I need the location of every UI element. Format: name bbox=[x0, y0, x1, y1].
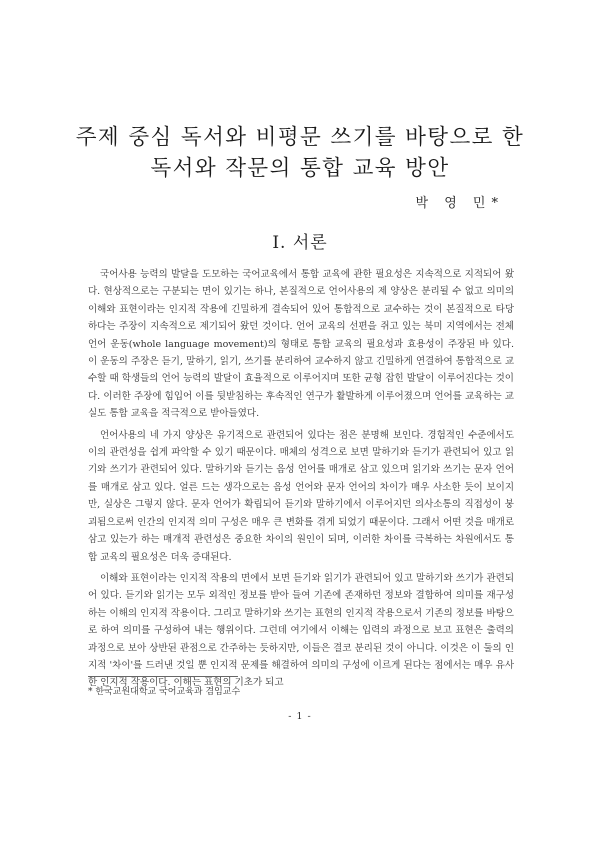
title-line-2: 독서와 작문의 통합 교육 방안 bbox=[150, 156, 450, 181]
page-number: - 1 - bbox=[288, 711, 312, 722]
body-text bbox=[88, 266, 514, 696]
title-line-1: 주제 중심 독서와 비평문 쓰기를 바탕으로 한 bbox=[75, 125, 525, 150]
footnote: * 한국교원대학교 국어교육과 겸임교수 bbox=[88, 687, 241, 697]
paragraph-1: 국어사용 능력의 발달을 도모하는 국어교육에서 통합 교육에 관한 필요성은 지속적으로 지적되어 왔다. 현상적으로는 구분되는 면이 있기는 하나, 본질적으로 언어사용의 제 양상은 분리될 수 없고 의미의 이해와 표현이라는 인지적 작용에 긴밀하게 결속되어 있어 통합적으로 교수하는 것이 본질적으로 타당하다는 주장이 지속적으로 제기되어 왔던 것이다. 언어 교육의 선편을 쥐고 있는 북미 지역에서는 전체 언어 운동(whole language movement)의 형태로 통합 교육의 필요성과 효용성이 주장된 바 있다. 이 운동의 주장은 듣기, 말하기, 읽기, 쓰기를 분리하여 교수하지 않고 긴밀하게 연결하여 통합적으로 교수할 때 학생들의 언어 능력의 발달이 효율적으로 이루어지며 또한 균형 잡힌 발달이 이루어진다는 것이다. 이러한 주장에 힘입어 이를 뒷받침하는 후속적인 연구가 활발하게 이루어졌으며 언어를 교육하는 교실도 통합 교육을 적극적으로 받아들였다. bbox=[88, 269, 514, 420]
section-heading: I. 서론 bbox=[272, 233, 328, 253]
paragraph-3: 이해와 표현이라는 인지적 작용의 면에서 보면 듣기와 읽기가 관련되어 있고 말하기와 쓰기가 관련되어 있다. 듣기와 읽기는 모두 외적인 정보를 받아 들여 기존에 존재하던 정보와 결합하여 의미를 재구성하는 이해의 인지적 작용이다. 그리고 말하기와 쓰기는 표현의 인지적 작용으로서 기존의 정보를 바탕으로 하여 의미를 구성하여 내는 행위이다. 그런데 여기에서 이해는 입력의 과정으로 보고 표현은 출력의 과정으로 보아 상반된 관점으로 간주하는 듯하지만, 이들은 결코 분리된 것이 아니다. 이것은 이 둘의 인지적 '차이'를 드러낸 것일 뿐 인지적 문제를 해결하여 의미의 구성에 이르게 된다는 점에서는 매우 유사한 인지적 작용이다. 이해는 표현의 기초가 되고 bbox=[88, 572, 514, 689]
paper-title bbox=[40, 122, 560, 184]
author-name: 박 영 민* bbox=[415, 196, 504, 211]
paragraph-2: 언어사용의 네 가지 양상은 유기적으로 관련되어 있다는 점은 분명해 보인다. 경험적인 수준에서도 이의 관련성을 쉽게 파악할 수 있기 때문이다. 매체의 성격으로 보면 말하기와 듣기가 관련되어 있고 읽기와 쓰기가 관련되어 있다. 말하기와 듣기는 음성 언어를 매개로 삼고 있으며 읽기와 쓰기는 문자 언어를 매개로 삼고 있다. 얼른 드는 생각으로는 음성 언어와 문자 언어의 차이가 매우 사소한 듯이 보이지만, 실상은 그렇지 않다. 문자 언어가 확립되어 듣기와 말하기에서 이루어지던 의사소통의 직접성이 붕괴됨으로써 인간의 인지적 의미 구성은 매우 큰 변화를 겪게 되었기 때문이다. 그래서 어떤 것을 매개로 삼고 있는가 하는 매개적 관련성은 중요한 차이의 원인이 되며, 이러한 차이를 극복하는 차원에서도 통합 교육의 필요성은 더욱 증대된다. bbox=[88, 429, 514, 563]
footnote-divider bbox=[88, 676, 238, 677]
